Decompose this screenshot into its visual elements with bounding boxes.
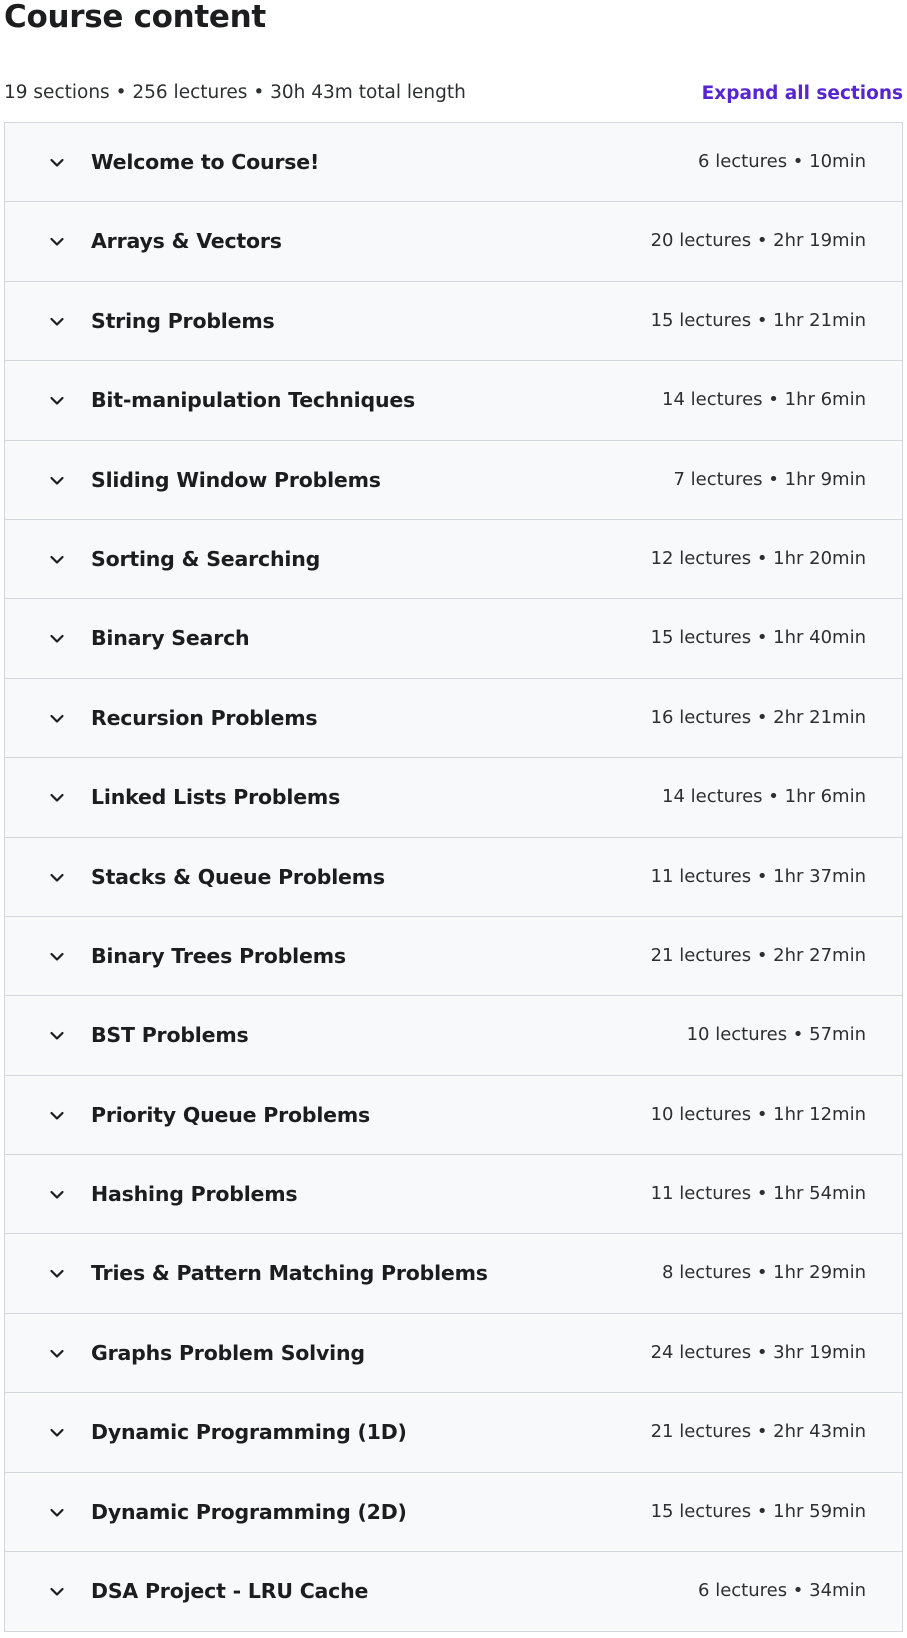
section-title: Graphs Problem Solving: [91, 1340, 365, 1365]
chevron-down-icon[interactable]: [47, 312, 67, 332]
section-title: Dynamic Programming (1D): [91, 1420, 407, 1445]
section-title: Stacks & Queue Problems: [91, 864, 385, 889]
section-meta: 20 lectures • 2hr 19min: [650, 230, 866, 252]
section-meta: 10 lectures • 1hr 12min: [650, 1103, 866, 1125]
section-meta: 8 lectures • 1hr 29min: [662, 1262, 866, 1284]
course-section-19[interactable]: [5, 1552, 902, 1631]
course-section-13[interactable]: [5, 1076, 902, 1155]
expand-all-sections-button[interactable]: Expand all sections: [702, 81, 903, 107]
section-title: Dynamic Programming (2D): [91, 1499, 407, 1524]
section-title: Binary Search: [91, 626, 250, 651]
section-meta: 6 lectures • 10min: [698, 151, 866, 172]
course-section-7[interactable]: [5, 599, 902, 678]
section-title: Hashing Problems: [91, 1182, 298, 1207]
course-section-14[interactable]: [5, 1155, 902, 1234]
section-meta: 11 lectures • 1hr 37min: [650, 865, 866, 887]
section-meta: 12 lectures • 1hr 20min: [650, 547, 866, 569]
course-section-15[interactable]: [5, 1234, 902, 1313]
course-section-10[interactable]: [5, 838, 902, 917]
chevron-down-icon[interactable]: [47, 391, 67, 411]
chevron-down-icon[interactable]: [47, 947, 67, 967]
chevron-down-icon[interactable]: [47, 471, 67, 491]
course-sections-list: [4, 122, 903, 1632]
section-title: Tries & Pattern Matching Problems: [91, 1261, 488, 1286]
section-title: Priority Queue Problems: [91, 1102, 371, 1127]
chevron-down-icon[interactable]: [47, 1264, 67, 1284]
chevron-down-icon[interactable]: [47, 153, 67, 173]
course-section-4[interactable]: [5, 361, 902, 440]
chevron-down-icon[interactable]: [47, 1582, 67, 1602]
chevron-down-icon[interactable]: [47, 232, 67, 252]
section-title: Recursion Problems: [91, 705, 318, 730]
section-meta: 14 lectures • 1hr 6min: [662, 389, 866, 411]
course-section-18[interactable]: [5, 1473, 902, 1552]
section-meta: 14 lectures • 1hr 6min: [662, 786, 866, 808]
page-title: Course content: [4, 0, 266, 35]
course-section-12[interactable]: [5, 996, 902, 1075]
chevron-down-icon[interactable]: [47, 1026, 67, 1046]
section-title: BST Problems: [91, 1023, 249, 1048]
section-meta: 16 lectures • 2hr 21min: [650, 706, 866, 728]
section-meta: 21 lectures • 2hr 43min: [650, 1421, 866, 1443]
course-section-3[interactable]: [5, 282, 902, 361]
course-section-2[interactable]: [5, 202, 902, 281]
course-summary: 19 sections • 256 lectures • 30h 43m total length: [4, 82, 466, 103]
section-meta: 15 lectures • 1hr 21min: [650, 309, 866, 331]
section-meta: 6 lectures • 34min: [698, 1580, 866, 1602]
section-meta: 15 lectures • 1hr 59min: [650, 1500, 866, 1522]
course-section-5[interactable]: [5, 441, 902, 520]
chevron-down-icon[interactable]: [47, 550, 67, 570]
course-section-17[interactable]: [5, 1393, 902, 1472]
section-title: Bit-manipulation Techniques: [91, 388, 416, 413]
section-title: Arrays & Vectors: [91, 229, 282, 254]
chevron-down-icon[interactable]: [47, 709, 67, 729]
section-title: Binary Trees Problems: [91, 943, 346, 968]
course-section-11[interactable]: [5, 917, 902, 996]
course-section-16[interactable]: [5, 1314, 902, 1393]
chevron-down-icon[interactable]: [47, 1423, 67, 1443]
section-title: Sliding Window Problems: [91, 467, 381, 492]
chevron-down-icon[interactable]: [47, 868, 67, 888]
section-meta: 24 lectures • 3hr 19min: [650, 1341, 866, 1363]
section-meta: 11 lectures • 1hr 54min: [650, 1183, 866, 1205]
section-meta: 15 lectures • 1hr 40min: [650, 627, 866, 649]
chevron-down-icon[interactable]: [47, 1503, 67, 1523]
section-meta: 10 lectures • 57min: [686, 1024, 866, 1046]
course-section-6[interactable]: [5, 520, 902, 599]
chevron-down-icon[interactable]: [47, 1185, 67, 1205]
course-section-8[interactable]: [5, 679, 902, 758]
section-title: Sorting & Searching: [91, 546, 321, 571]
chevron-down-icon[interactable]: [47, 788, 67, 808]
section-title: String Problems: [91, 308, 275, 333]
course-section-1[interactable]: [5, 123, 902, 202]
chevron-down-icon[interactable]: [47, 1344, 67, 1364]
section-title: DSA Project - LRU Cache: [91, 1579, 369, 1604]
section-meta: 21 lectures • 2hr 27min: [650, 944, 866, 966]
chevron-down-icon[interactable]: [47, 629, 67, 649]
course-section-9[interactable]: [5, 758, 902, 837]
section-title: Welcome to Course!: [91, 150, 320, 174]
chevron-down-icon[interactable]: [47, 1106, 67, 1126]
course-summary-row: [4, 80, 903, 106]
section-meta: 7 lectures • 1hr 9min: [673, 468, 866, 490]
section-title: Linked Lists Problems: [91, 785, 341, 810]
